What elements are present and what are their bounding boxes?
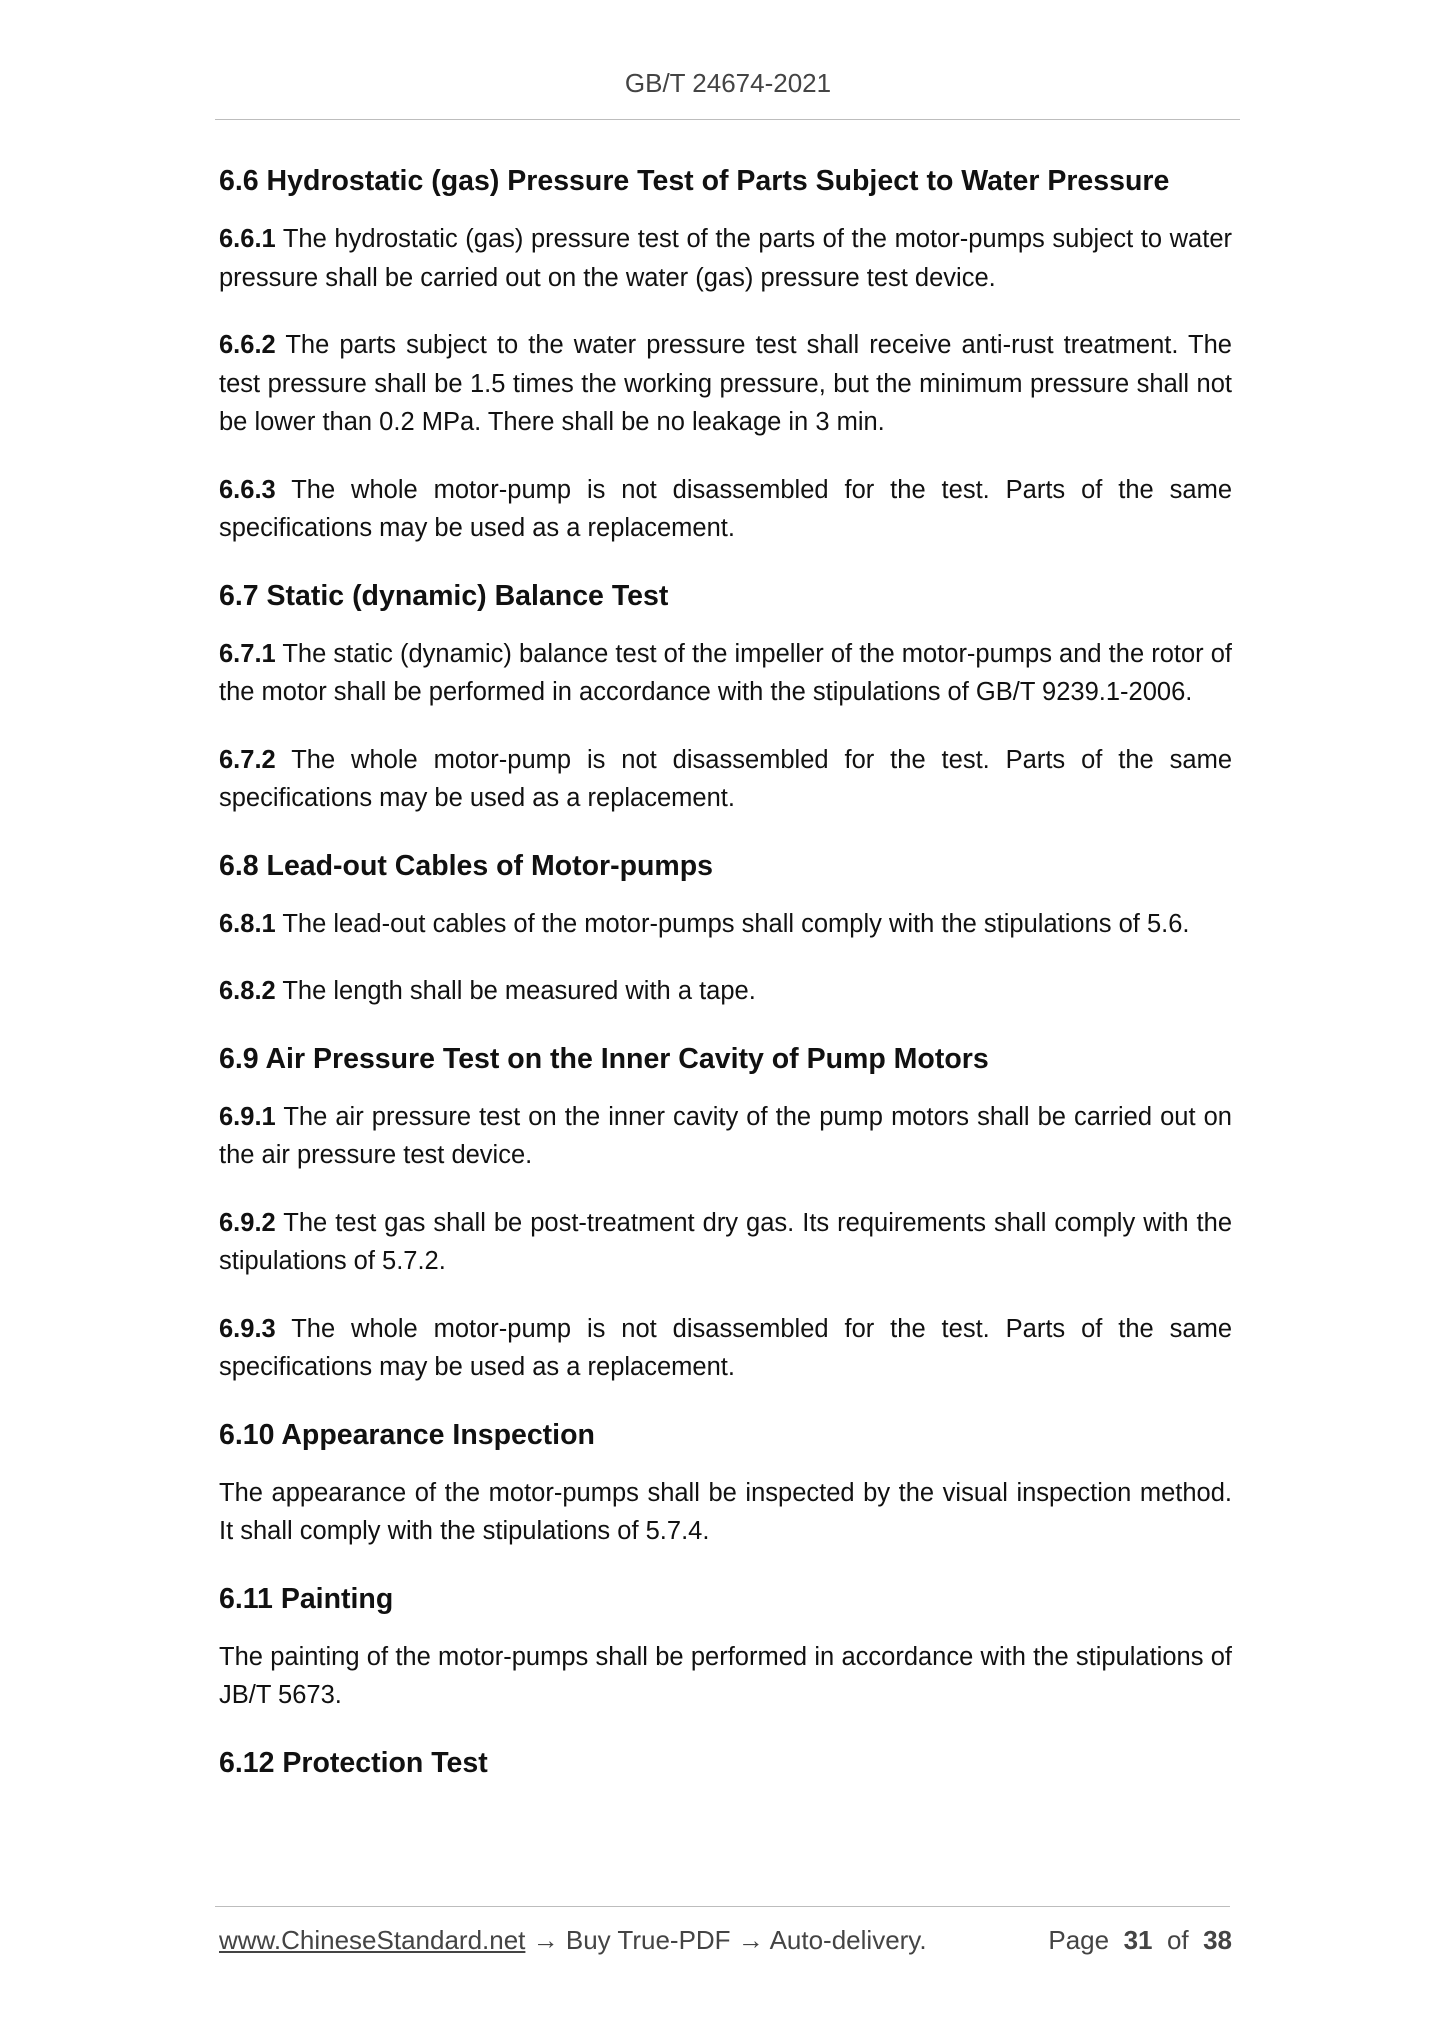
clause-paragraph <box>219 1204 1232 1281</box>
clause-number: 6.6.3 <box>219 475 276 504</box>
clause-text: The lead-out cables of the motor-pumps shall comply with the stipulations of 5.6. <box>282 909 1190 938</box>
page-indicator <box>1048 1925 1232 1956</box>
clause-paragraph <box>219 741 1232 818</box>
clause-text: The parts subject to the water pressure test shall receive anti-rust treatment. The test pressure shall be 1.5 times the working pressure, but the minimum pressure shall not be lower than 0.2 MPa. There shall be no leakage in 3 min. <box>219 331 1232 436</box>
clause-paragraph <box>219 635 1232 712</box>
footer-divider <box>215 1906 1230 1907</box>
clause-number: 6.7.2 <box>219 745 276 774</box>
section-title: 6.12 Protection Test <box>219 1746 488 1779</box>
clause-number: 6.9.1 <box>219 1102 276 1131</box>
clause-number: 6.6.2 <box>219 331 276 359</box>
website-link[interactable]: www.ChineseStandard.net <box>219 1925 526 1955</box>
clause-text: The air pressure test on the inner cavity of the pump motors shall be carried out on the air pressure test device. <box>219 1102 1232 1169</box>
clause-number: 6.8.1 <box>219 909 276 938</box>
page-of-label: of <box>1166 1925 1189 1955</box>
body-paragraph: The appearance of the motor-pumps shall be inspected by the visual inspection method. It shall comply with the stipulations of 5.7.4. <box>219 1478 1232 1545</box>
document-body <box>219 162 1232 1802</box>
clause-number: 6.9.3 <box>219 1314 276 1343</box>
footer-tagline: → Buy True-PDF → Auto-delivery. <box>525 1925 927 1955</box>
clause-text: The whole motor-pump is not disassembled for the test. Parts of the same specifications may be used as a replacement. <box>219 1314 1232 1381</box>
header-divider <box>215 119 1240 120</box>
clause-text: The static (dynamic) balance test of the impeller of the motor-pumps and the rotor of the motor shall be performed in accordance with the stipulations of GB/T 9239.1-2006. <box>219 639 1233 706</box>
clause-number: 6.8.2 <box>219 977 276 1005</box>
clause-paragraph <box>219 905 1232 944</box>
clause-number: 6.9.2 <box>219 1208 276 1237</box>
clause-number: 6.6.1 <box>219 225 276 253</box>
section-title: 6.9 Air Pressure Test on the Inner Cavity of Pump Motors <box>219 1042 989 1075</box>
page-total: 38 <box>1203 1925 1232 1955</box>
page-footer <box>219 1925 1232 1961</box>
section-title: 6.11 Painting <box>219 1582 394 1615</box>
clause-text: The whole motor-pump is not disassembled for the test. Parts of the same specifications may be used as a replacement. <box>219 745 1232 812</box>
clause-paragraph <box>219 220 1232 297</box>
clause-text: The length shall be measured with a tape. <box>282 977 756 1005</box>
document-header-id: GB/T 24674-2021 <box>624 68 832 98</box>
page-label: Page <box>1048 1925 1110 1955</box>
clause-paragraph <box>219 1098 1232 1175</box>
section-title: 6.8 Lead-out Cables of Motor-pumps <box>219 849 714 882</box>
section-title: 6.7 Static (dynamic) Balance Test <box>219 579 669 612</box>
clause-paragraph <box>219 326 1232 442</box>
clause-paragraph <box>219 471 1232 548</box>
body-paragraph: The painting of the motor-pumps shall be performed in accordance with the stipulations of JB/T 5673. <box>219 1642 1232 1709</box>
section-title: 6.10 Appearance Inspection <box>219 1418 595 1451</box>
section-title: 6.6 Hydrostatic (gas) Pressure Test of Parts Subject to Water Pressure <box>219 165 1170 197</box>
clause-text: The test gas shall be post-treatment dry gas. Its requirements shall comply with the stipulations of 5.7.2. <box>219 1208 1233 1275</box>
clause-paragraph <box>219 972 1232 1011</box>
clause-paragraph <box>219 1310 1232 1387</box>
clause-text: The whole motor-pump is not disassembled for the test. Parts of the same specifications may be used as a replacement. <box>219 475 1232 542</box>
page-current: 31 <box>1123 1925 1153 1955</box>
clause-number: 6.7.1 <box>219 639 276 668</box>
footer-promo <box>219 1925 927 1956</box>
clause-text: The hydrostatic (gas) pressure test of the parts of the motor-pumps subject to water pressure shall be carried out on the water (gas) pressure test device. <box>219 225 1232 292</box>
